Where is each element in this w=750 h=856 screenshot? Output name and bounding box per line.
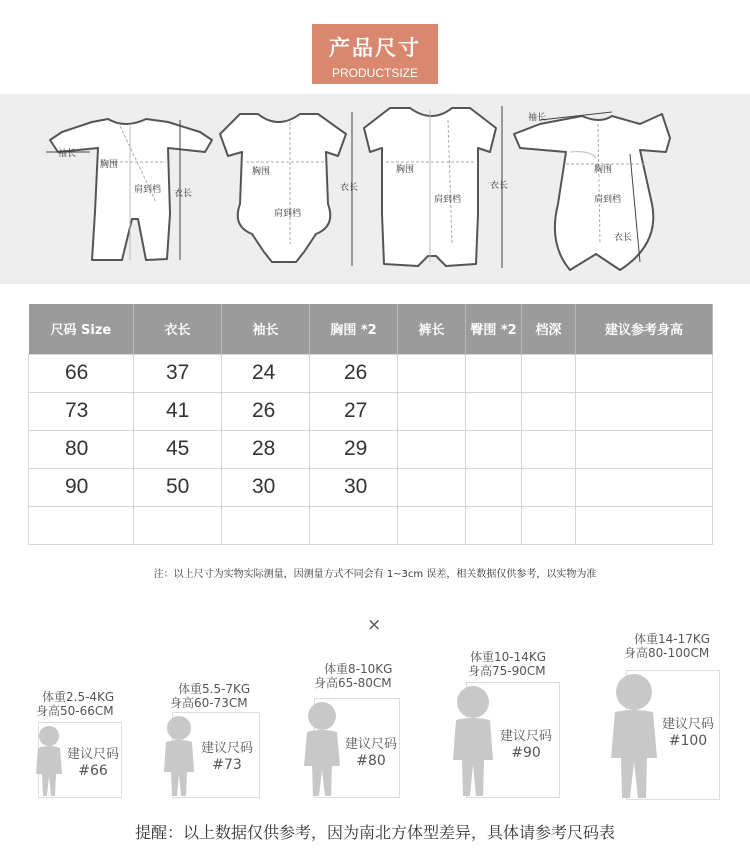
reference-tip: 提醒：以上数据仅供参考，因为南北方体型差异，具体请参考尺码表 — [134, 823, 615, 842]
recommend-size: #73 — [212, 757, 242, 773]
recommend-size: #90 — [511, 745, 541, 761]
recommend-size: #100 — [668, 733, 708, 749]
label-length-4: 衣长 — [614, 233, 633, 243]
cell-pants-length — [398, 468, 466, 506]
header-chest: 胸围 *2 — [310, 304, 398, 354]
cell-size: 73 — [29, 392, 134, 430]
child-silhouette-icon — [450, 682, 496, 798]
times-mark: × — [367, 615, 382, 635]
table-row — [29, 506, 713, 544]
table-row — [29, 392, 713, 430]
label-shoulder-1: 肩到档 — [134, 185, 162, 195]
cell-crotch-depth — [522, 430, 576, 468]
cell-chest — [310, 506, 398, 544]
cell-length — [134, 506, 222, 544]
recommend-size: #80 — [356, 753, 386, 769]
label-shoulder-2: 肩到档 — [274, 209, 302, 219]
header-pants-length: 裤长 — [398, 304, 466, 354]
recommend-label: 建议尺码 — [200, 741, 253, 756]
recommend-size: #66 — [78, 763, 108, 779]
recommend-label: 建议尺码 — [499, 729, 552, 744]
cell-length: 45 — [134, 430, 222, 468]
child-height: 身高75-90CM — [468, 664, 546, 678]
cell-hip — [466, 506, 522, 544]
label-sleeve-4: 袖长 — [528, 113, 547, 123]
cell-hip — [466, 468, 522, 506]
cell-length: 41 — [134, 392, 222, 430]
label-chest-4: 胸围 — [594, 165, 613, 175]
header-length: 衣长 — [134, 304, 222, 354]
label-length-3: 衣长 — [490, 181, 509, 191]
child-height: 身高60-73CM — [170, 696, 248, 710]
label-shoulder-3: 肩到档 — [434, 195, 462, 205]
child-weight: 体重14-17KG — [634, 632, 711, 646]
cell-chest: 26 — [310, 354, 398, 392]
cell-sleeve: 28 — [222, 430, 310, 468]
cell-height — [576, 392, 713, 430]
title-english: PRODUCTSIZE — [331, 66, 418, 80]
cell-height — [576, 354, 713, 392]
child-weight: 体重5.5-7KG — [178, 682, 251, 696]
cell-pants-length — [398, 506, 466, 544]
garment-drawings — [0, 94, 750, 284]
cell-hip — [466, 354, 522, 392]
label-sleeve-1: 袖长 — [58, 149, 77, 159]
child-height: 身高50-66CM — [36, 704, 114, 718]
cell-length: 37 — [134, 354, 222, 392]
cell-pants-length — [398, 392, 466, 430]
cell-length: 50 — [134, 468, 222, 506]
child-weight: 体重8-10KG — [324, 662, 393, 676]
recommend-label: 建议尺码 — [66, 747, 119, 762]
cell-hip — [466, 392, 522, 430]
cell-crotch-depth — [522, 392, 576, 430]
cell-height — [576, 430, 713, 468]
child-height: 身高80-100CM — [624, 646, 710, 660]
header-sleeve: 袖长 — [222, 304, 310, 354]
cell-crotch-depth — [522, 468, 576, 506]
table-row — [29, 430, 713, 468]
cell-crotch-depth — [522, 354, 576, 392]
product-size-title — [312, 24, 438, 84]
cell-size: 80 — [29, 430, 134, 468]
cell-crotch-depth — [522, 506, 576, 544]
kimono-romper-icon — [514, 114, 670, 270]
cell-sleeve — [222, 506, 310, 544]
cell-chest: 29 — [310, 430, 398, 468]
bodysuit-icon — [220, 114, 346, 262]
cell-pants-length — [398, 430, 466, 468]
measurement-note: 注：以上尺寸为实物实际测量，因测量方式不同会有 1~3cm 误差，相关数据仅供参考，以实物为准 — [153, 569, 597, 580]
child-silhouette-icon — [162, 712, 196, 798]
child-height: 身高65-80CM — [314, 676, 392, 690]
label-length-1: 衣长 — [174, 189, 193, 199]
table-row — [29, 468, 713, 506]
cell-size — [29, 506, 134, 544]
cell-sleeve: 26 — [222, 392, 310, 430]
child-silhouette-icon — [302, 698, 342, 798]
child-silhouette-icon — [608, 670, 660, 800]
cell-size: 66 — [29, 354, 134, 392]
header-hip: 臀围 *2 — [466, 304, 522, 354]
cell-hip — [466, 430, 522, 468]
title-chinese: 产品尺寸 — [329, 36, 421, 60]
size-chart-table — [28, 304, 713, 545]
garment-illustrations — [0, 94, 750, 284]
label-chest-2: 胸围 — [252, 167, 271, 177]
header-crotch-depth: 档深 — [522, 304, 576, 354]
header-size: 尺码 Size — [29, 304, 134, 354]
child-weight: 体重10-14KG — [470, 650, 547, 664]
cell-sleeve: 30 — [222, 468, 310, 506]
cell-height — [576, 468, 713, 506]
label-length-2: 衣长 — [340, 183, 359, 193]
table-header-row — [29, 304, 713, 354]
cell-sleeve: 24 — [222, 354, 310, 392]
recommend-label: 建议尺码 — [661, 717, 714, 732]
cell-chest: 27 — [310, 392, 398, 430]
recommend-label: 建议尺码 — [344, 737, 397, 752]
label-chest-1: 胸围 — [100, 160, 119, 170]
child-silhouette-icon — [34, 722, 64, 798]
cell-size: 90 — [29, 468, 134, 506]
header-height: 建议参考身高 — [576, 304, 713, 354]
child-weight: 体重2.5-4KG — [42, 690, 115, 704]
table-row — [29, 354, 713, 392]
cell-pants-length — [398, 354, 466, 392]
label-shoulder-4: 肩到档 — [594, 195, 622, 205]
label-chest-3: 胸围 — [396, 165, 415, 175]
cell-chest: 30 — [310, 468, 398, 506]
cell-height — [576, 506, 713, 544]
